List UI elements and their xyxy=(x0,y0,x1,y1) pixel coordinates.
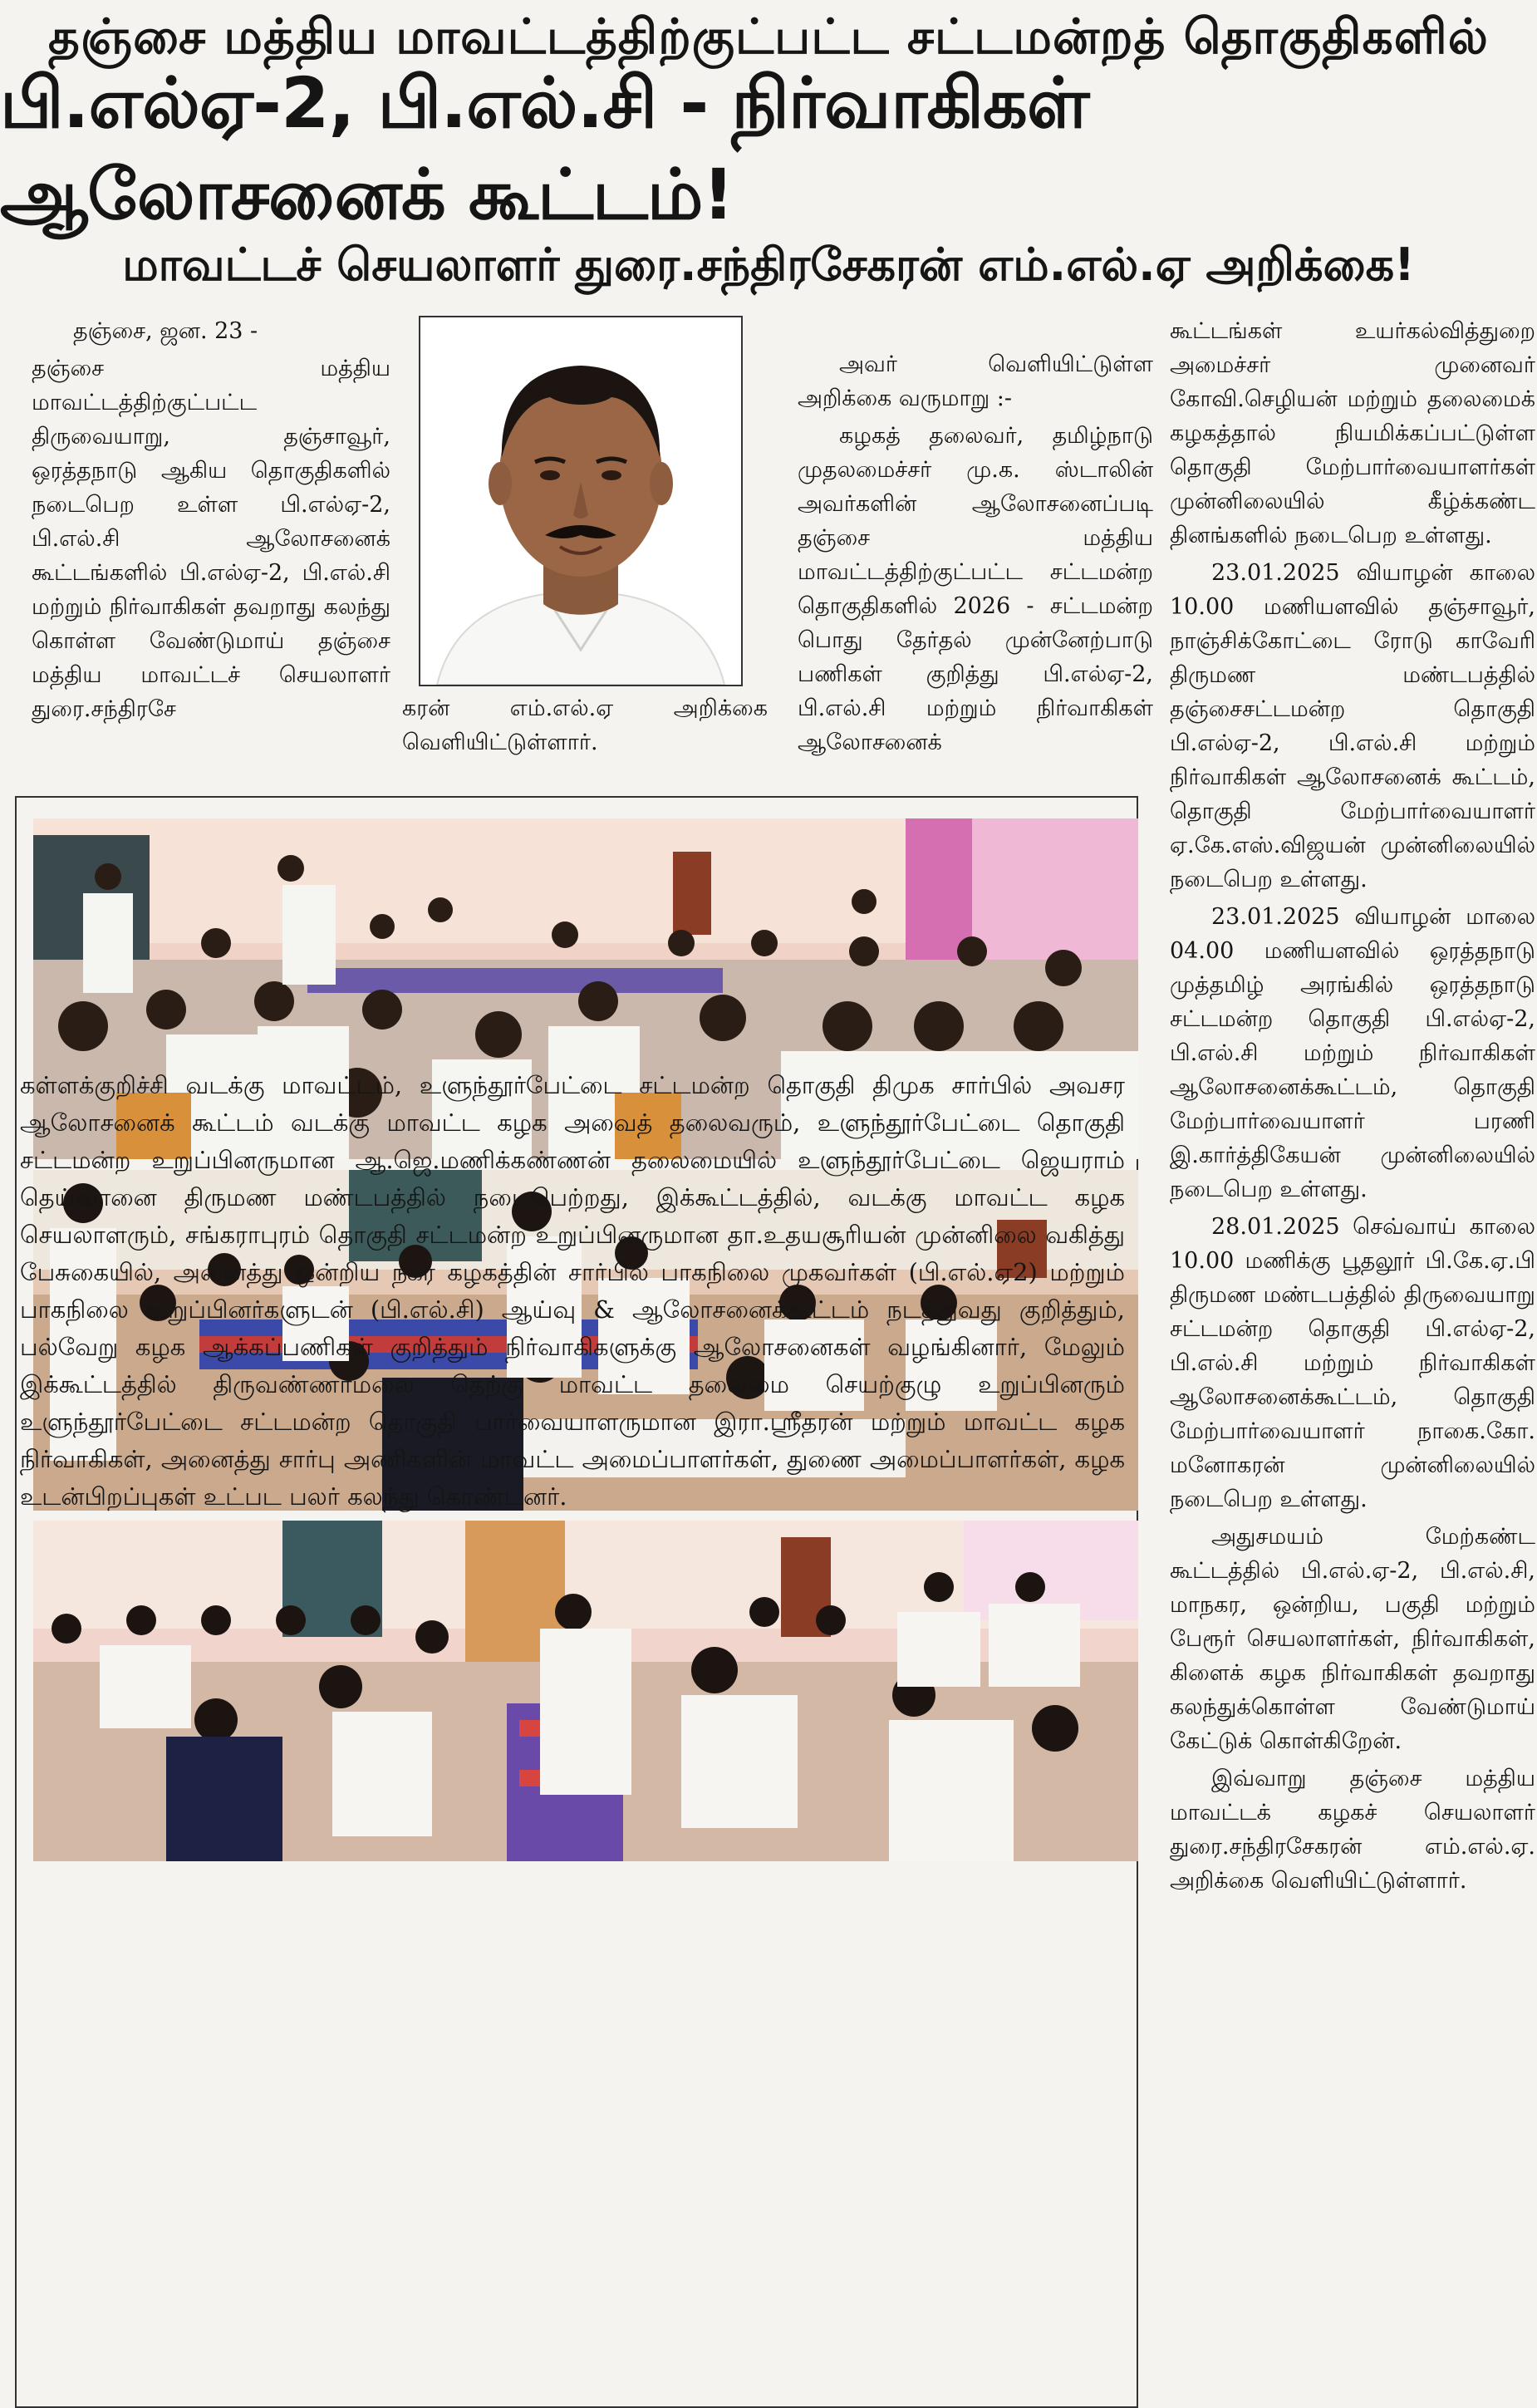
dateline: தஞ்சை, ஜன. 23 - xyxy=(73,318,258,344)
sub-headline: மாவட்டச் செயலாளர் துரை.சந்திரசேகரன் எம்.எல்.ஏ அறிக்கை! xyxy=(122,238,1415,291)
article-paragraph: இவ்வாறு தஞ்சை மத்திய மாவட்டக் கழகச் செயலாளர் துரை.சந்திரசேகரன் எம்.எல்.ஏ. அறிக்கை வெளியிட்டுள்ளார். xyxy=(1170,1766,1535,1894)
article-paragraph: அதுசமயம் மேற்கண்ட கூட்டத்தில் பி.எல்.ஏ-2, பி.எல்.சி, மாநகர, ஒன்றிய, பகுதி மற்றும் பேரூர் செயலாளர்கள், நிர்வாகிகள், கிளைக் கழக நிர்வாகிகள் தவறாது கலந்துக்கொள்ள வேண்டுமாய் கேட்டுக் கொள்கிறேன். xyxy=(1170,1524,1535,1754)
photo-caption-text xyxy=(20,1067,1125,2396)
article-paragraph: கள்ளக்குறிச்சி வடக்கு மாவட்டம், உளுந்தூர்பேட்டை சட்டமன்ற தொகுதி திமுக சார்பில் அவசர ஆலோசனைக் கூட்டம் வடக்கு மாவட்ட கழக அவைத் தலைவரும், உளுந்தூர்பேட்டை தொகுதி சட்டமன்ற உறுப்பினருமான ஆ.ஜெ.மணிக்கண்ணன் தலைமையில் உளுந்தூர்பேட்டை ஜெயராம் தெய்வானை திருமண மண்டபத்தில் நடைபெற்றது, இக்கூட்டத்தில், வடக்கு மாவட்ட கழக செயலாளரும், சங்கராபுரம் தொகுதி சட்டமன்ற உறுப்பினருமான தா.உதயசூரியன் முன்னிலை வகித்து பேசுகையில், அனைத்து ஒன்றிய நகர கழகத்தின் சார்பில் பாகநிலை முகவர்கள் (பி.எல்.ஏ2) மற்றும் பாகநிலை உறுப்பினர்களுடன் (பி.எல்.சி) ஆய்வு & ஆலோசனைக்கூட்டம் நடத்துவது குறித்தும், பல்வேறு கழக ஆக்கப்பணிகள் குறித்தும் நிர்வாகிகளுக்கு ஆலோசனைகள் வழங்கினார், மேலும் இக்கூட்டத்தில் திருவண்ணாமலை தெற்கு மாவட்ட தலைமை செயற்குழு உறுப்பினரும் உளுந்தூர்பேட்டை சட்டமன்ற தொகுதி பார்வையாளருமான இரா.ஸ்ரீதரன் மற்றும் மாவட்ட கழக நிர்வாகிகள், அனைத்து சார்பு அணிகளின் மாவட்ட அமைப்பாளர்கள், துணை அமைப்பாளர்கள், கழக உடன்பிறப்புகள் உட்பட பலர் கலந்து கொண்டனர். xyxy=(20,1071,1125,1511)
article-paragraph: கூட்டங்கள் உயர்கல்வித்துறை அமைச்சர் முனைவர் கோவி.செழியன் மற்றும் தலைமைக் கழகத்தால் நியமிக்கப்பட்டுள்ள தொகுதி மேற்பார்வையாளர்கள் முன்னிலையில் கீழ்க்கண்ட தினங்களில் நடைபெற உள்ளது. xyxy=(1170,318,1535,548)
kicker-headline: தஞ்சை மத்திய மாவட்டத்திற்குட்பட்ட சட்டமன்றத் தொகுதிகளில் xyxy=(48,8,1489,65)
article-column-1 xyxy=(32,314,390,784)
portrait-photo xyxy=(419,316,743,686)
schedule-paragraph: 23.01.2025 வியாழன் மாலை 04.00 மணியளவில் ஒரத்தநாடு முத்தமிழ் அரங்கில் ஒரத்தநாடு சட்டமன்ற தொகுதி பி.எல்ஏ-2, பி.எல்.சி மற்றும் நிர்வாகிகள் ஆலோசனைக்கூட்டம், தொகுதி மேற்பார்வையாளர் பரணி இ.கார்த்திகேயன் முன்னிலையில் நடைபெற உள்ளது. xyxy=(1170,904,1535,1202)
portrait-caption: கரன் எம்.எல்.ஏ அறிக்கை வெளியிட்டுள்ளார். xyxy=(402,695,768,755)
article-paragraph: அவர் வெளியிட்டுள்ள அறிக்கை வருமாறு :- xyxy=(798,351,1153,411)
main-headline: பி.எல்ஏ-2, பி.எல்.சி - நிர்வாகிகள் ஆலோசனைக் கூட்டம்! xyxy=(0,62,1089,235)
article-column-2 xyxy=(798,347,1153,784)
article-column-4 xyxy=(1170,314,1535,2408)
portrait-illustration xyxy=(420,317,741,685)
article-paragraph: தஞ்சை மத்திய மாவட்டத்திற்குட்பட்ட திருவையாறு, தஞ்சாவூர், ஒரத்தநாடு ஆகிய தொகுதிகளில் நடைபெற உள்ள பி.எல்ஏ-2, பி.எல்.சி ஆலோசனைக் கூட்டங்களில் பி.எல்ஏ-2, பி.எல்.சி மற்றும் நிர்வாகிகள் தவறாது கலந்து கொள்ள வேண்டுமாய் தஞ்சை மத்திய மாவட்டச் செயலாளர் துரை.சந்திரசே xyxy=(32,356,390,722)
schedule-paragraph: 28.01.2025 செவ்வாய் காலை 10.00 மணிக்கு பூதலூர் பி.கே.ஏ.பி திருமண மண்டபத்தில் திருவையாறு சட்டமன்ற தொகுதி பி.எல்ஏ-2, பி.எல்.சி மற்றும் நிர்வாகிகள் ஆலோசனைக்கூட்டம், தொகுதி மேற்பார்வையாளர் நாகை.கோ. மனோகரன் முன்னிலையில் நடைபெற உள்ளது. xyxy=(1170,1214,1535,1512)
schedule-paragraph: 23.01.2025 வியாழன் காலை 10.00 மணியளவில் தஞ்சாவூர், நாஞ்சிக்கோட்டை ரோடு காவேரி திருமண மண்டபத்தில் தஞ்சைசட்டமன்ற தொகுதி பி.எல்ஏ-2, பி.எல்.சி மற்றும் நிர்வாகிகள் ஆலோசனைக் கூட்டம், தொகுதி மேற்பார்வையாளர் ஏ.கே.எஸ்.விஜயன் முன்னிலையில் நடைபெற உள்ளது. xyxy=(1170,560,1535,892)
article-paragraph: கழகத் தலைவர், தமிழ்நாடு முதலமைச்சர் மு.க. ஸ்டாலின் அவர்களின் ஆலோசனைப்படி தஞ்சை மத்திய மாவட்டத்திற்குட்பட்ட சட்டமன்ற தொகுதிகளில் 2026 - சட்டமன்ற பொது தேர்தல் முன்னேற்பாடு பணிகள் குறித்து பி.எல்ஏ-2, பி.எல்.சி மற்றும் நிர்வாகிகள் ஆலோசனைக் xyxy=(798,423,1153,755)
